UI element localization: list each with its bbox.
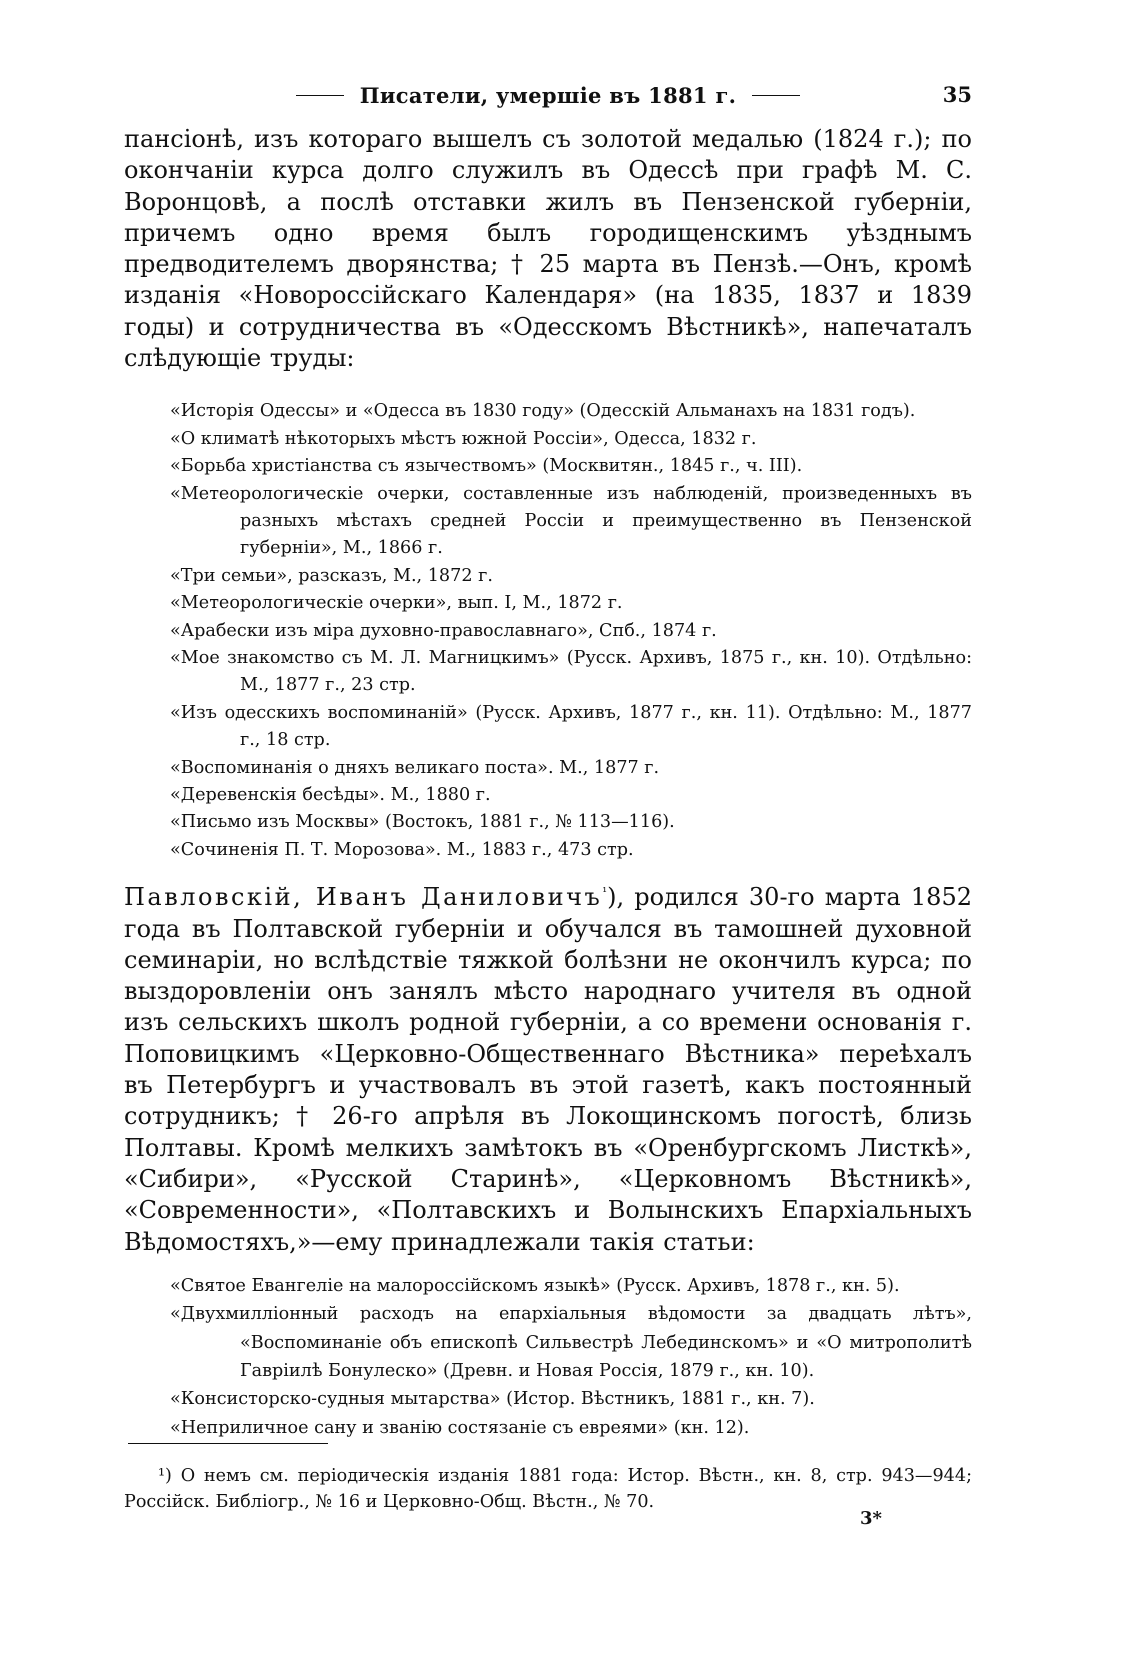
signature-mark: 3*: [860, 1508, 882, 1529]
list-item: «Изъ одесскихъ воспоминаній» (Русск. Архивъ, 1877 г., кн. 11). Отдѣльно: М., 1877 г., 18 стр.: [170, 702, 972, 751]
header-rule-left: [296, 95, 344, 96]
works-list-morozov: [170, 398, 972, 864]
header-rule-right: [752, 95, 800, 96]
entry-text: ), родился 30-го марта 1852 года въ Полтавской губерніи и обучался въ тамошней духовной семинаріи, но вслѣдствіе тяжкой болѣзни не окончилъ курса; по выздоровленіи онъ занялъ мѣсто народнаго учителя въ одной изъ сельскихъ школъ родной губерніи, а со времени основанія г. Поповицкимъ «Церковно-Общественнаго Вѣстника» переѣхалъ въ Петербургъ и участвовалъ въ этой газетѣ, какъ постоянный сотрудникъ; † 26-го апрѣля въ Локощинскомъ погостѣ, близь Полтавы. Кромѣ мелкихъ замѣтокъ въ «Оренбургскомъ Листкѣ», «Сибири», «Русской Старинѣ», «Церковномъ Вѣстникѣ», «Современности», «Полтавскихъ и Волынскихъ Епархіальныхъ Вѣдомостяхъ,»—ему принадлежали такія статьи:: [124, 883, 972, 1256]
list-item: «Двухмилліонный расходъ на епархіальныя вѣдомости за двадцать лѣтъ», «Воспоминаніе объ епископѣ Сильвестрѣ Лебединскомъ» и «О митрополитѣ Гавріилѣ Бонулеско» (Древн. и Новая Россія, 1879 г., кн. 10).: [170, 1304, 972, 1382]
list-item: «Три семьи», разсказъ, М., 1872 г.: [170, 565, 493, 586]
list-item: «Борьба христіанства съ язычествомъ» (Москвитян., 1845 г., ч. III).: [170, 456, 803, 477]
list-item: «Воспоминанія о дняхъ великаго поста». М., 1877 г.: [170, 757, 660, 778]
paragraph-continuation: пансіонѣ, изъ котораго вышелъ съ золотой медалью (1824 г.); по окончаніи курса долго служилъ въ Одессѣ при графѣ М. С. Воронцовѣ, а послѣ отставки жилъ въ Пензенской губерніи, причемъ одно время былъ городищенскимъ уѣзднымъ предводителемъ дворянства; † 25 марта въ Пензѣ.—Онъ, кромѣ изданія «Новороссійскаго Календаря» (на 1835, 1837 и 1839 годы) и сотрудничества въ «Одесскомъ Вѣстникѣ», напечаталъ слѣдующіе труды:: [124, 125, 972, 373]
entry-name: Павловскій, Иванъ Даниловичъ: [124, 883, 603, 912]
list-item: «Святое Евангеліе на малороссійскомъ языкѣ» (Русск. Архивъ, 1878 г., кн. 5).: [170, 1275, 900, 1296]
page-number: 35: [942, 82, 972, 107]
list-item: «Письмо изъ Москвы» (Востокъ, 1881 г., № 113—116).: [170, 812, 675, 833]
list-item: «Деревенскія бесѣды». М., 1880 г.: [170, 785, 491, 806]
footnote-mark: ¹: [602, 885, 608, 900]
list-item: «Консисторско-судныя мытарства» (Истор. Вѣстникъ, 1881 г., кн. 7).: [170, 1389, 815, 1410]
paragraph-pavlovsky: [124, 882, 972, 1258]
list-item: «Метеорологическіе очерки, составленные изъ наблюденій, произведенныхъ въ разныхъ мѣстахъ средней Россіи и преимущественно въ Пензенской губерніи», М., 1866 г.: [170, 483, 972, 559]
list-item: «Сочиненія П. Т. Морозова». М., 1883 г., 473 стр.: [170, 839, 634, 860]
list-item: «Арабески изъ міра духовно-православнаго», Спб., 1874 г.: [170, 620, 717, 641]
list-item: «Метеорологическіе очерки», вып. I, М., 1872 г.: [170, 593, 623, 614]
list-item: «Исторія Одессы» и «Одесса въ 1830 году» (Одесскій Альманахъ на 1831 годъ).: [170, 401, 916, 422]
header-title: Писатели, умершіе въ 1881 г.: [359, 82, 737, 108]
page-body: [124, 124, 972, 1442]
works-list-pavlovsky: [170, 1272, 972, 1442]
footnote-separator: [128, 1443, 328, 1444]
list-item: «Мое знакомство съ М. Л. Магницкимъ» (Русск. Архивъ, 1875 г., кн. 10). Отдѣльно: М., 1877 г., 23 стр.: [170, 648, 972, 696]
running-header: [124, 78, 972, 112]
list-item: «Неприличное сану и званію состязаніе съ евреями» (кн. 12).: [170, 1417, 750, 1438]
footnote: ¹) О немъ см. періодическія изданія 1881 года: Истор. Вѣстн., кн. 8, стр. 943—944; Россійск. Библіогр., № 16 и Церковно-Общ. Вѣстн., № 70.: [124, 1466, 972, 1512]
list-item: «О климатѣ нѣкоторыхъ мѣстъ южной Россіи», Одесса, 1832 г.: [170, 428, 757, 449]
